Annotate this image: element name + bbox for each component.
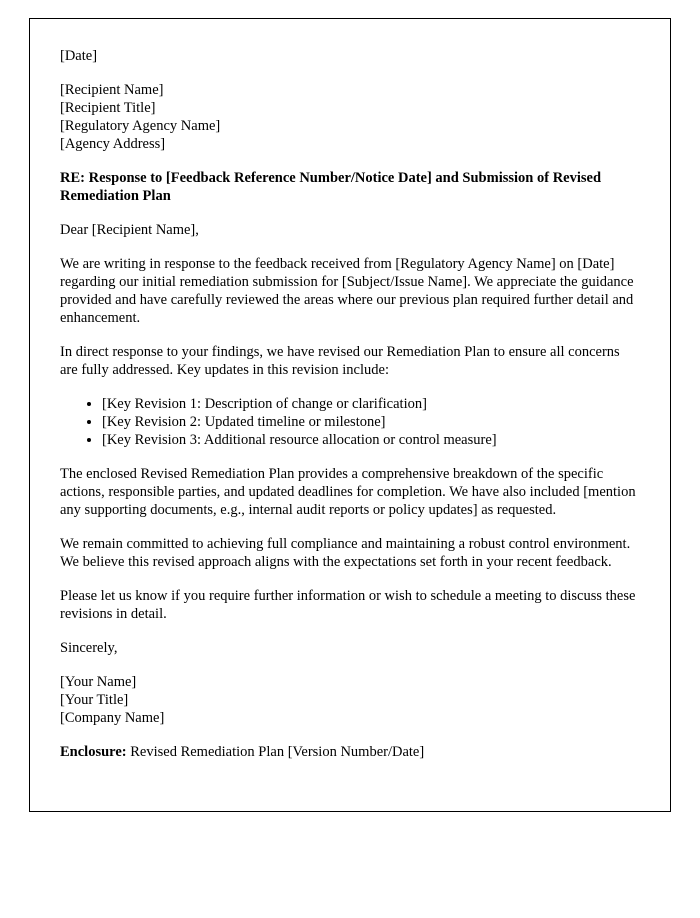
recipient-address-line: [Agency Address] xyxy=(60,136,166,152)
paragraph-revisions-intro: In direct response to your findings, we have revised our Remediation Plan to ensure all concerns are fully addressed. Key updates in this revision include: xyxy=(60,344,620,378)
paragraph-commitment: We remain committed to achieving full compliance and maintaining a robust control environment. We believe this revised approach aligns with the expectations set forth in your recent feedback. xyxy=(60,536,631,570)
signature-company-line: [Company Name] xyxy=(60,710,165,726)
list-item-key-revision-2: • [Key Revision 2: Updated timeline or milestone] xyxy=(102,413,640,431)
signature-title-line: [Your Title] xyxy=(60,692,129,708)
list-item-key-revision-3: • [Key Revision 3: Additional resource allocation or control measure] xyxy=(102,431,640,449)
letter-page xyxy=(29,18,671,812)
subject-line: RE: Response to [Feedback Reference Number/Notice Date] and Submission of Revised Remediation Plan xyxy=(60,170,602,204)
recipient-title-line: [Recipient Title] xyxy=(60,100,156,116)
signature-block xyxy=(60,673,640,727)
recipient-block xyxy=(60,81,640,153)
signature-name-line: [Your Name] xyxy=(60,674,137,690)
closing: Sincerely, xyxy=(60,640,118,656)
key-revisions-list xyxy=(60,395,640,449)
enclosure-line xyxy=(60,743,640,761)
enclosure-text: Revised Remediation Plan [Version Number/Date] xyxy=(126,744,425,760)
paragraph-enclosed-plan: The enclosed Revised Remediation Plan provides a comprehensive breakdown of the specific actions, responsible parties, and updated deadlines for completion. We have also included [mention any supporting documents, e.g., internal audit reports or policy updates] as requested. xyxy=(60,466,636,518)
date-line: [Date] xyxy=(60,48,98,64)
enclosure-label: Enclosure: xyxy=(60,744,127,760)
paragraph-response-intro: We are writing in response to the feedback received from [Regulatory Agency Name] on [Date] regarding our initial remediation submission for [Subject/Issue Name]. We appreciate the guidance provided and have carefully reviewed the areas where our previous plan required further detail and enhancement. xyxy=(60,256,634,326)
paragraph-contact-offer: Please let us know if you require further information or wish to schedule a meeting to discuss these revisions in detail. xyxy=(60,588,636,622)
recipient-name-line: [Recipient Name] xyxy=(60,82,164,98)
list-item-key-revision-1: • [Key Revision 1: Description of change or clarification] xyxy=(102,395,640,413)
salutation: Dear [Recipient Name], xyxy=(60,222,199,238)
recipient-agency-line: [Regulatory Agency Name] xyxy=(60,118,221,134)
